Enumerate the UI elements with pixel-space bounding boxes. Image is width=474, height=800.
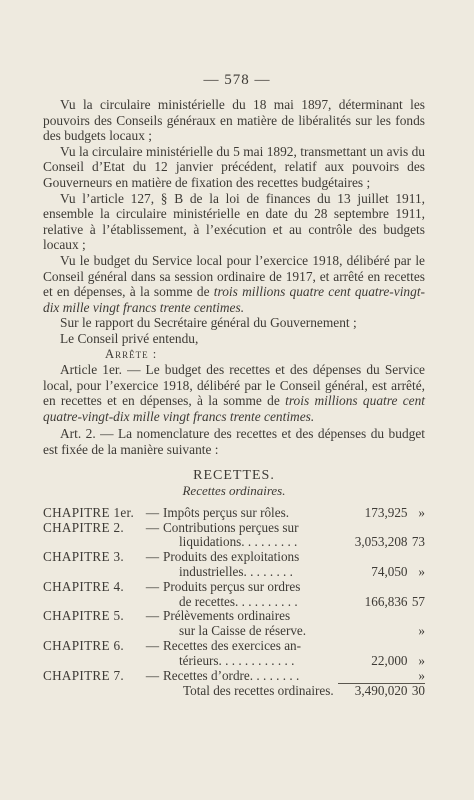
chapter-label: CHAPITRE 3. (43, 549, 124, 565)
chapter-label: CHAPITRE 7. (43, 668, 124, 684)
chapter-dash: — (145, 668, 160, 684)
empty-cell (338, 550, 408, 565)
article-2: Art. 2. — La nomenclature des recettes et des dépenses du budget est fixée de la manière suivante : (43, 426, 425, 458)
total-row (43, 684, 425, 699)
empty-cell (43, 595, 163, 610)
chapter-cents: 73 (411, 534, 425, 550)
table-row (43, 521, 425, 536)
chapter-amount (338, 624, 408, 639)
chapter-dash: — (145, 549, 160, 565)
chapter-dash: — (145, 504, 160, 520)
paragraph-circulaire-1892: Vu la circulaire ministérielle du 5 mai 1892, transmettant un avis du Conseil d’Etat du 12 janvier précédent, relatif aux pouvoirs des Gouverneurs en matière de fixation des recettes budgétaires ; (43, 143, 425, 190)
chapter-dash: — (145, 519, 160, 535)
chapter-label: CHAPITRE 4. (43, 578, 124, 594)
chapter-amount: 166,836 (364, 593, 408, 609)
paragraph-conseil-prive: Le Conseil privé entendu, (60, 330, 199, 346)
table-row (43, 580, 425, 595)
empty-cell (408, 639, 425, 654)
chapter-description-continued: de recettes. . . . . . . . . . (179, 593, 298, 609)
table-row (43, 609, 425, 624)
chapter-label: CHAPITRE 1er. (43, 504, 135, 520)
table-row (43, 550, 425, 565)
chapter-description: Impôts perçus sur rôles. (163, 504, 290, 520)
chapter-amount: 74,050 (371, 564, 408, 580)
chapter-dash: — (145, 638, 160, 654)
chapter-label: CHAPITRE 2. (43, 519, 124, 535)
empty-cell (43, 565, 163, 580)
table-row (43, 639, 425, 654)
paragraph-budget-text: Vu le budget du Service local pour l’exercice 1918, délibéré par le Conseil général dans sa session ordinaire de 1917, et arrêté en recettes et en dépenses, à la somme de (43, 252, 425, 300)
chapter-description: Produits perçus sur ordres (163, 578, 301, 594)
empty-cell (408, 550, 425, 565)
chapter-cents: » (418, 504, 425, 520)
chapter-dash: — (145, 578, 160, 594)
paragraph-rapport: Sur le rapport du Secrétaire général du Gouvernement ; (60, 315, 357, 331)
recettes-table (43, 506, 425, 699)
chapter-cents: » (418, 652, 425, 668)
paragraph-circulaire-1897: Vu la circulaire ministérielle du 18 mai 1897, déterminant les pouvoirs des Conseils généraux en matière de libéralités sur les fonds des budgets locaux ; (43, 97, 425, 144)
chapter-dash: — (145, 608, 160, 624)
chapter-description: Contributions perçues sur (163, 519, 299, 535)
chapter-description-continued: industrielles. . . . . . . . (179, 564, 293, 580)
empty-cell (338, 639, 408, 654)
empty-cell (43, 535, 163, 550)
empty-cell (338, 609, 408, 624)
article-1 (43, 362, 425, 424)
paragraph-loi-finances-1911: Vu l’article 127, § B de la loi de finances du 13 juillet 1911, ensemble la circulaire ministérielle en date du 28 septembre 1911, relative à l’établissement, à l’exécution et au contrôle des budgets locaux ; (43, 190, 425, 253)
arrete-heading: Arrête : (105, 346, 158, 361)
recettes-ordinaires-heading: Recettes ordinaires. (182, 483, 286, 499)
empty-cell (408, 609, 425, 624)
chapter-amount: 3,053,208 (354, 534, 408, 550)
table-row (43, 669, 425, 684)
empty-cell (408, 580, 425, 595)
chapter-label: CHAPITRE 6. (43, 638, 124, 654)
chapter-cents: » (418, 564, 425, 580)
table-row-continuation (43, 565, 425, 580)
chapter-cents: 57 (411, 593, 425, 609)
chapter-description: Recettes d’ordre. . . . . . . . (163, 668, 300, 684)
chapter-description-continued: sur la Caisse de réserve. (179, 623, 307, 639)
chapter-description: Prélèvements ordinaires (163, 608, 291, 624)
document-body (43, 97, 425, 699)
recettes-heading: RECETTES. (193, 467, 275, 483)
paragraph-budget-1918 (43, 253, 425, 315)
chapter-description: Produits des exploitations (163, 549, 300, 565)
empty-cell (43, 624, 163, 639)
empty-cell (338, 580, 408, 595)
empty-cell (408, 521, 425, 536)
empty-cell (338, 521, 408, 536)
total-cents: 30 (408, 684, 425, 699)
chapter-amount: 173,925 (364, 504, 408, 520)
table-row-continuation (43, 535, 425, 550)
chapter-label: CHAPITRE 5. (43, 608, 124, 624)
table-row (43, 506, 425, 521)
page-number: — 578 — (203, 72, 271, 88)
table-row-continuation (43, 624, 425, 639)
table-row-continuation (43, 595, 425, 610)
chapter-amount (338, 669, 408, 684)
chapter-cents: » (418, 623, 425, 639)
empty-cell (43, 654, 163, 669)
total-label: Total des recettes ordinaires. (182, 683, 334, 699)
chapter-description: Recettes des exercices an- (163, 638, 302, 654)
amount-in-words: trois millions quatre cent quatre-vingt-dix mille vingt francs trente centimes. (43, 284, 426, 315)
chapter-description-continued: térieurs. . . . . . . . . . . . (179, 652, 295, 668)
table-row-continuation (43, 654, 425, 669)
article-1-amount-in-words: trois millions quatre cent quatre-vingt-dix mille vingt francs trente centimes. (43, 393, 425, 424)
chapter-cents: » (418, 667, 425, 683)
chapter-description-continued: liquidations. . . . . . . . . (179, 534, 298, 550)
chapter-amount: 22,000 (371, 652, 408, 668)
article-1-text: Article 1er. — Le budget des recettes et des dépenses du Service local, pour l’exercice 1918, délibéré par le Conseil général, est arrêté, en recettes et en dépenses, à la somme de (43, 362, 425, 409)
total-amount: 3,490,020 (338, 684, 408, 699)
